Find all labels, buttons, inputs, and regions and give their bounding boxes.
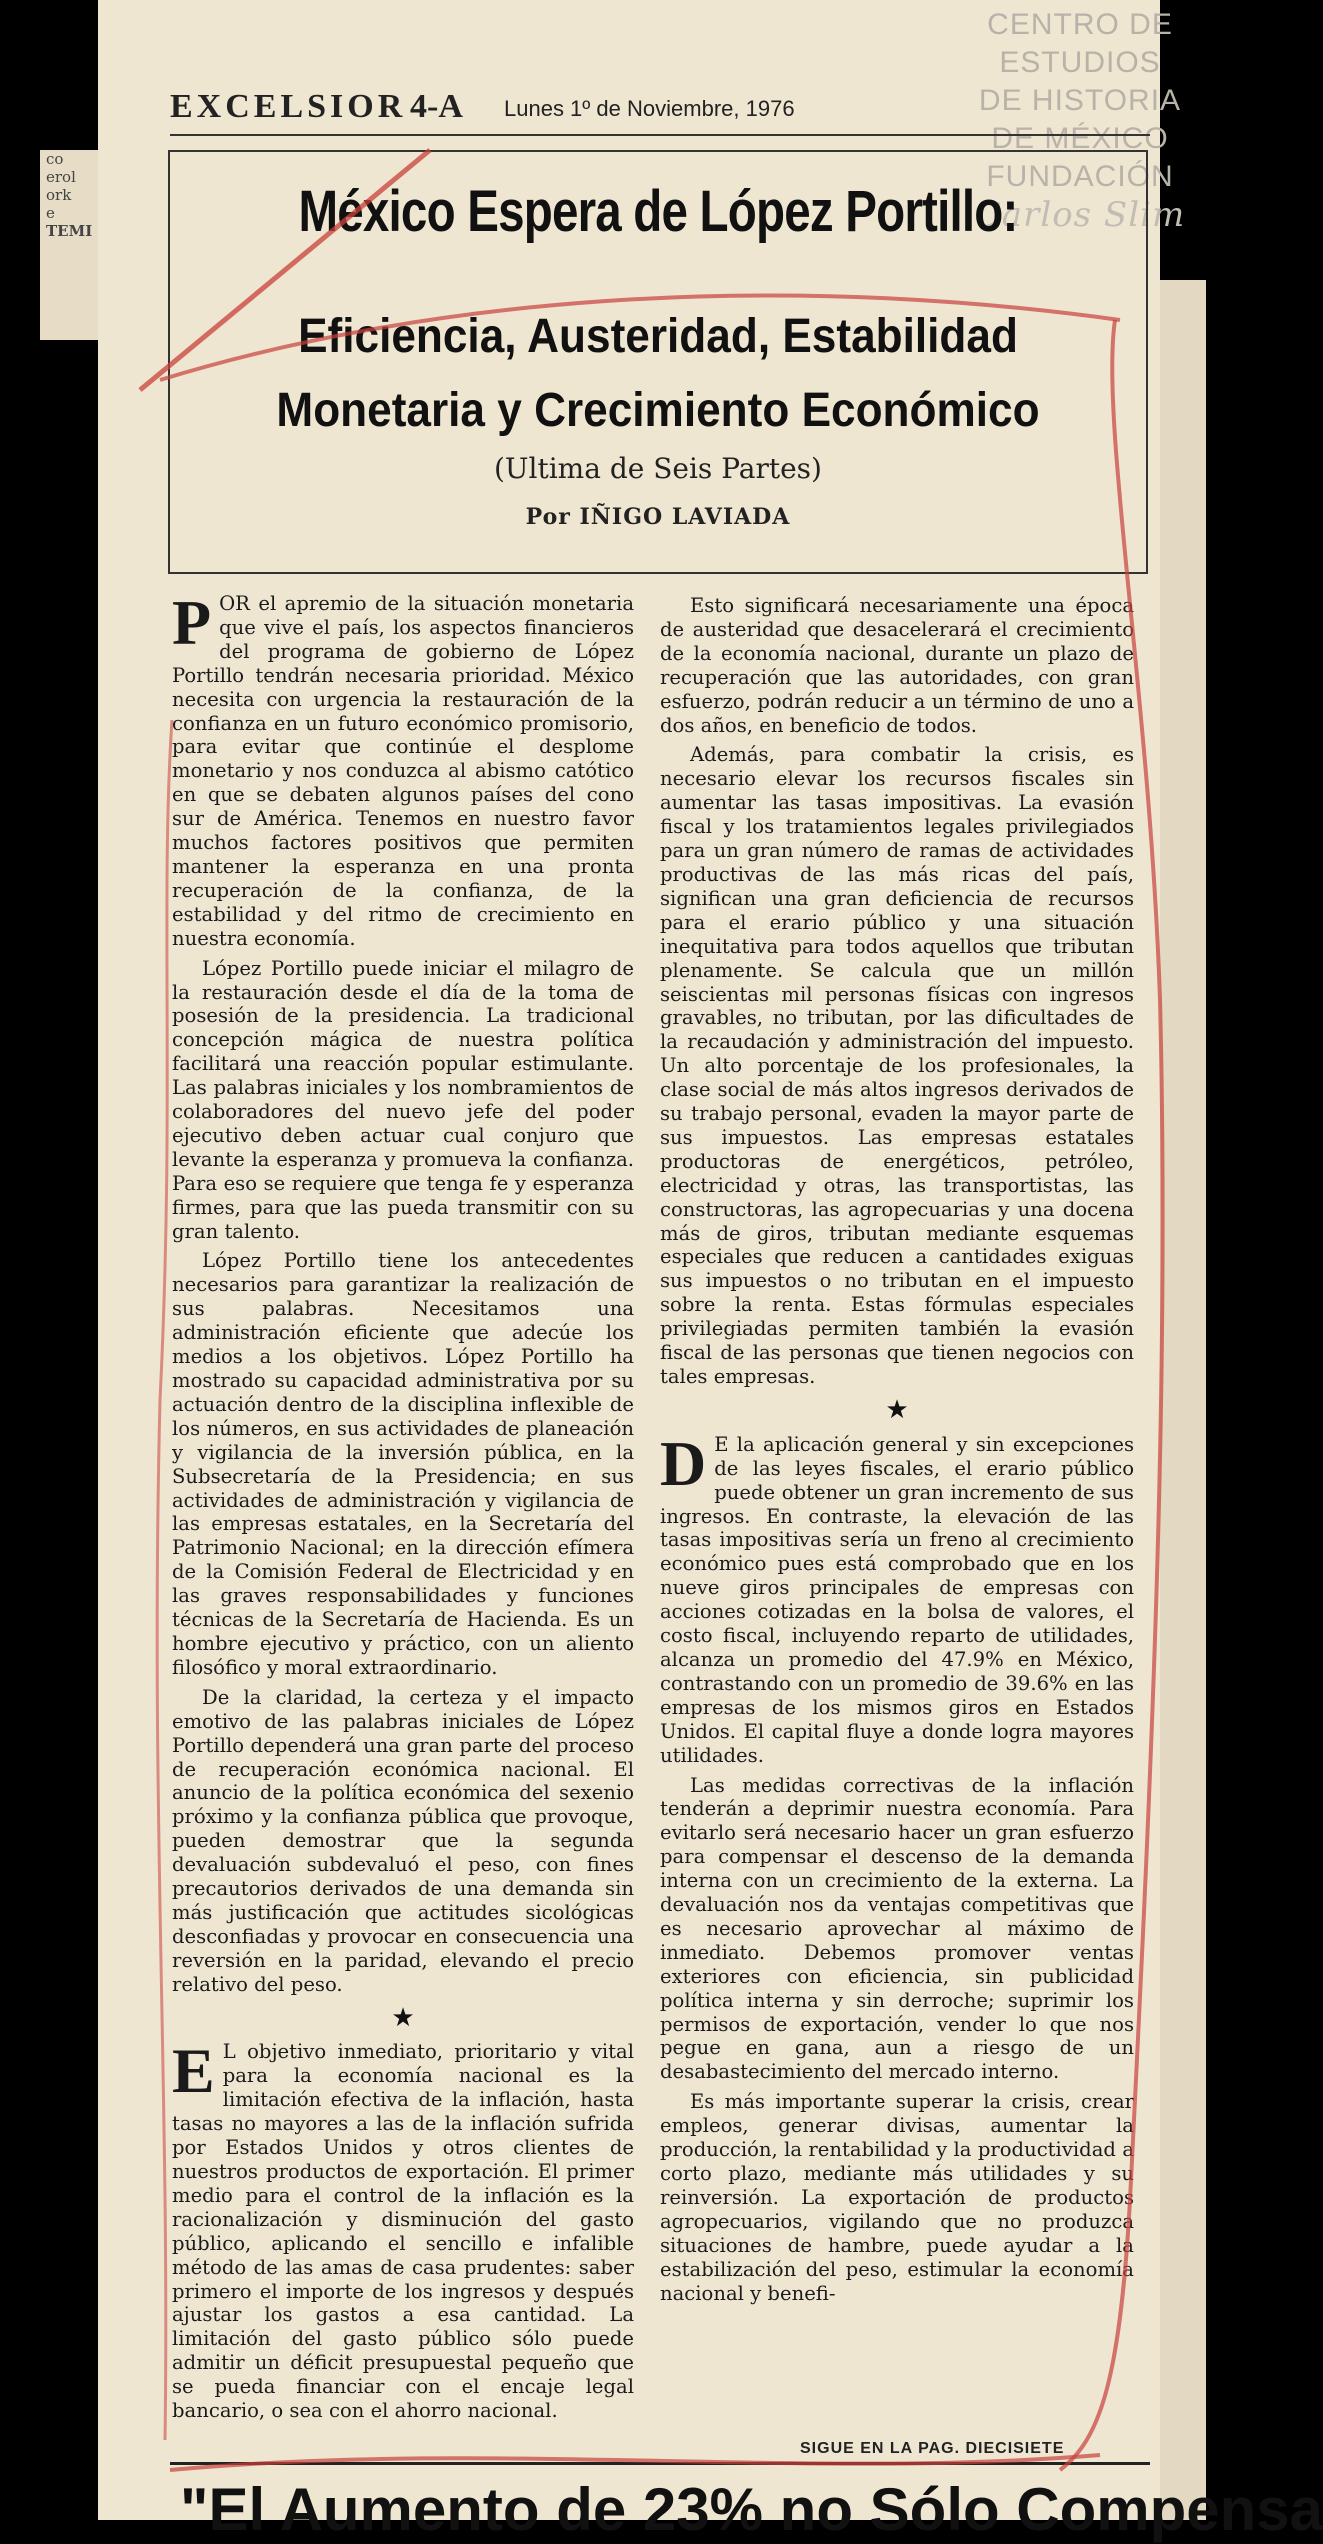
- watermark-line: DE MÉXICO: [991, 122, 1169, 155]
- headline-subtitle: [209, 300, 1107, 448]
- subtitle-line: Monetaria y Crecimiento Económico: [276, 384, 1040, 437]
- headline-box: [168, 150, 1148, 574]
- page-number: 4-A: [410, 88, 463, 125]
- paragraph: Las medidas correctivas de la inflación tenderán a deprimir nuestra economía. Para evitarlo será necesario hacer un gran esfuerzo para compensar el descenso de la demanda interna con un crecimiento de la externa. La devaluación nos da ventajas competitivas que es necesario aprovechar al máximo de inmediato. Debemos promover ventas exteriores con eficiencia, sin publicidad política interna y sin derroche; suprimir los permisos de exportación, vender lo que nos pegue en gana, aun a riesgo de un desabastecimiento del mercado interno.: [660, 1773, 1134, 2084]
- paragraph: De la claridad, la certeza y el impacto emotivo de las palabras iniciales de López Portillo dependerá una gran parte del proceso de recuperación económica nacional. El anuncio de la política económica del sexenio próximo y la confianza pública que provoque, pueden demostrar que la segunda devaluación subdevaluó el peso, con fines precautorios derivados de una demanda sin más justificación que actitudes sicológicas desconfiadas y provocar en consecuencia una reversión en la paridad, elevando el precio relativo del peso.: [172, 1685, 634, 1996]
- paragraph: López Portillo tiene los antecedentes necesarios para garantizar la realización de sus palabras. Necesitamos una administración eficiente que adecúe los medios a los objetivos. López Portillo ha mostrado su capacidad administrativa por su actuación dentro de la disciplina inflexible de los números, en sus actividades de planeación y vigilancia de la inversión pública, en la Subsecretaría de la Presidencia; en sus actividades de administración y vigilancia de las empresas estatales, en la Secretaría del Patrimonio Nacional; en la dirección efímera de la Comisión Federal de Electricidad y en las graves responsabilidades y funciones técnicas de la Secretaría de Hacienda. Es un hombre ejecutivo y práctico, con un aliento filosófico y moral extraordinario.: [172, 1249, 634, 1679]
- paragraph: [660, 1427, 1134, 1768]
- section-divider-star: ★: [391, 2002, 415, 2033]
- watermark-line: DE HISTORIA: [978, 84, 1182, 117]
- scrap-text: co: [46, 150, 64, 168]
- adjacent-clipping-edge: [1160, 280, 1206, 2520]
- headline-title: México Espera de López Portillo:: [298, 179, 1018, 244]
- watermark-line: ESTUDIOS: [999, 46, 1161, 79]
- section-divider-star: ★: [885, 1394, 909, 1425]
- subtitle-line: Eficiencia, Austeridad, Estabilidad: [298, 310, 1018, 363]
- paragraph: Es más importante superar la crisis, crear empleos, generar divisas, aumentar la producción, la rentabilidad y la productividad a corto plazo, mediante más utilidades y su reinversión. La exportación de productos agropecuarios, vigilando que no produzca situaciones de hambre, puede ayudar a la estabilización del peso, estimular la economía nacional y benefi-: [660, 2090, 1134, 2305]
- drop-cap: E: [172, 2035, 215, 2107]
- drop-cap: D: [660, 1427, 707, 1499]
- paragraph: Además, para combatir la crisis, es necesario elevar los recursos fiscales sin aumentar las tasas impositivas. La evasión fiscal y los tratamientos legales privilegiados para un gran número de ramas de actividades productivas de las más ricas del país, significan una gran deficiencia de recursos para el erario público y una situación inequitativa para todos aquellos que tributan plenamente. Se calcula que un millón seiscientas mil personas físicas con ingresos gravables, no tributan, por las dificultades de la recaudación y administración del impuesto. Un alto porcentaje de los profesionales, la clase social de más altos ingresos derivados de su trabajo personal, evaden la mayor parte de sus impuestos. Las empresas estatales productoras de energéticos, petróleo, electricidad y otras, las transportistas, las constructoras, las agropecuarias y una docena más de giros, tributan mediante esquemas especiales que reducen a cantidades exiguas sus impuestos o no tributan en el impuesto sobre la renta. Estas fórmulas especiales privilegiadas permiten también la evasión fiscal de las personas que tienen negocios con tales empresas.: [660, 743, 1134, 1388]
- newspaper-header: [170, 84, 1150, 136]
- drop-cap: P: [172, 587, 212, 658]
- article-column-2: [660, 594, 1134, 2311]
- next-article-headline: [170, 2462, 1323, 2543]
- paragraph-text: E la aplicación general y sin excepciones de las leyes fiscales, el erario público puede obtener un gran incremento de sus ingresos. En contraste, la elevación de las tasas impositivas sería un freno al crecimiento económico pues está comprobado que en los nueve giros principales de empresas con acciones cotizadas en la bolsa de valores, el costo fiscal, incluyendo reparto de utilidades, alcanza un promedio del 47.9% en México, contrastando con un promedio de 39.6% en las empresas de los mismos giros en Estados Unidos. El capital fluye a donde logra mayores utilidades.: [660, 1432, 1134, 1767]
- paragraph: [172, 2035, 634, 2423]
- paragraph-text: L objetivo inmediato, prioritario y vital para la economía nacional es la limitación efectiva de la inflación, hasta tasas no mayores a las de la inflación sufrida por Estados Unidos y otros clientes de nuestros productos de exportación. El primer medio para el control de la inflación es la racionalización y disminución del gasto público, aplicando el sencillo e infalible método de las amas de casa prudentes: saber primero el importe de los ingresos y después ajustar los gastos a esa cantidad. La limitación del gasto público sólo puede admitir un déficit presupuestal pequeño que se pueda financiar con el encaje legal bancario, o sea con el ahorro nacional.: [172, 2040, 634, 2423]
- scrap-text: ork: [46, 186, 72, 204]
- watermark-line: FUNDACIÓN: [986, 160, 1174, 193]
- issue-date: Lunes 1º de Noviembre, 1976: [504, 96, 795, 121]
- article-column-1: [172, 587, 634, 2429]
- watermark-line: CENTRO DE: [987, 8, 1173, 41]
- byline: Por IÑIGO LAVIADA: [525, 504, 791, 530]
- scrap-text: e: [46, 204, 55, 222]
- paragraph-text: OR el apremio de la situación monetaria que vive el país, los aspectos financieros del programa de gobierno de López Portillo tendrán necesaria prioridad. México necesita con urgencia la restauración de la confianza en un futuro económico promisorio, para evitar que continúe el desplome monetario y nos conduzca al abismo catótico en que se debaten algunos países del cono sur de América. Tenemos en nuestro favor muchos factores positivos que permiten mantener la esperanza en una pronta recuperación de la confianza, de la estabilidad y del ritmo de crecimiento en nuestra economía.: [172, 592, 634, 950]
- scrap-text: TEMI: [46, 222, 93, 240]
- watermark-signature: Carlos Slim: [974, 195, 1186, 235]
- paragraph: López Portillo puede iniciar el milagro de la restauración desde el día de la toma de posesión de la presidencia. La tradicional concepción mágica de nuestra política facilitará una reacción popular estimulante. Las palabras iniciales y los nombramientos de colaboradores del nuevo jefe del poder ejecutivo deben actuar cual conjuro que levante la esperanza y promueva la confianza. Para eso se requiere que tenga fe y esperanza firmes, para que las pueda transmitir con su gran talento.: [172, 956, 634, 1243]
- next-headline-text: "El Aumento de 23% no Sólo Compensa: [180, 2476, 1323, 2543]
- series-note: (Ultima de Seis Partes): [494, 452, 822, 485]
- left-scrap: [40, 150, 98, 340]
- paragraph: Esto significará necesariamente una época de austeridad que desacelerará el crecimiento de la economía nacional, durante un plazo de recuperación que las autoridades, con gran esfuerzo, podrán reducir a un término de uno a dos años, en beneficio de todos.: [660, 594, 1134, 737]
- continuation-note: SIGUE EN LA PAG. DIECISIETE: [800, 2440, 1065, 2457]
- newspaper-name: EXCELSIOR: [170, 88, 407, 125]
- scrap-text: erol: [46, 168, 76, 186]
- paragraph: [172, 587, 634, 951]
